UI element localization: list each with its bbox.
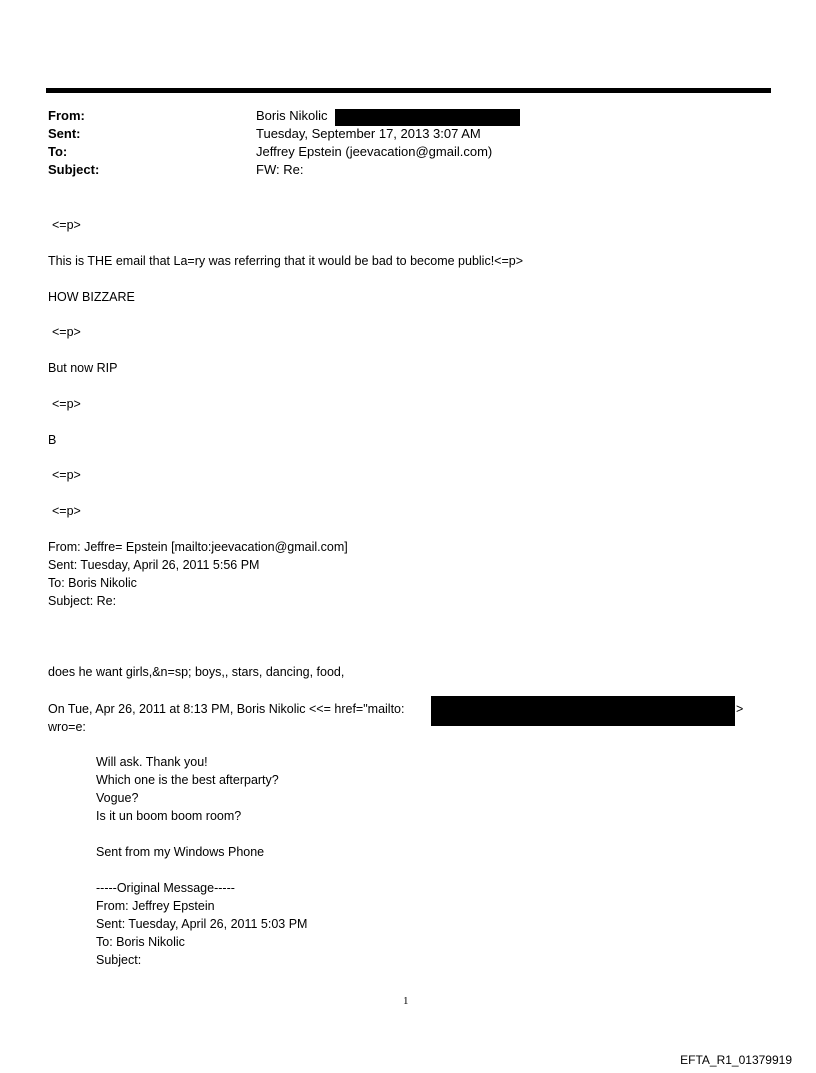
bates-number: EFTA_R1_01379919 xyxy=(680,1053,792,1067)
body-line: This is THE email that La=ry was referring that it would be bad to become public!<=p> xyxy=(48,254,524,268)
body-paragraph-marker: <=p> xyxy=(52,397,81,411)
forwarded-to: To: Boris Nikolic xyxy=(48,576,137,590)
reply-line: does he want girls,&n=sp; boys,, stars, dancing, food, xyxy=(48,665,345,679)
to-value: Jeffrey Epstein (jeevacation@gmail.com) xyxy=(256,144,493,159)
redaction-bar xyxy=(335,109,520,126)
original-subject: Subject: xyxy=(96,953,142,967)
to-label: To: xyxy=(48,144,68,159)
original-message-separator: -----Original Message----- xyxy=(96,881,235,895)
subject-label: Subject: xyxy=(48,162,100,177)
header-rule xyxy=(46,88,771,93)
forwarded-subject: Subject: Re: xyxy=(48,594,117,608)
quoted-line: Is it un boom boom room? xyxy=(96,809,242,823)
quoted-line: Sent from my Windows Phone xyxy=(96,845,265,859)
forwarded-sent: Sent: Tuesday, April 26, 2011 5:56 PM xyxy=(48,558,260,572)
body-line: B xyxy=(48,433,57,447)
quoted-line: Which one is the best afterparty? xyxy=(96,773,279,787)
from-value: Boris Nikolic xyxy=(256,108,328,123)
original-sent: Sent: Tuesday, April 26, 2011 5:03 PM xyxy=(96,917,308,931)
page-number: 1 xyxy=(403,995,409,1007)
body-paragraph-marker: <=p> xyxy=(52,325,81,339)
body-line: HOW BIZZARE xyxy=(48,290,135,304)
original-from: From: Jeffrey Epstein xyxy=(96,899,215,913)
wrote-line: wro=e: xyxy=(48,720,86,734)
redaction-bar xyxy=(431,696,735,726)
quoted-line: Will ask. Thank you! xyxy=(96,755,208,769)
body-paragraph-marker: <=p> xyxy=(52,468,81,482)
sent-label: Sent: xyxy=(48,126,81,141)
body-line: But now RIP xyxy=(48,361,118,375)
body-paragraph-marker: <=p> xyxy=(52,218,81,232)
on-wrote-line: On Tue, Apr 26, 2011 at 8:13 PM, Boris Nikolic <<= href="mailto: xyxy=(48,702,405,716)
forwarded-from: From: Jeffre= Epstein [mailto:jeevacation@gmail.com] xyxy=(48,540,348,554)
quoted-line: Vogue? xyxy=(96,791,139,805)
subject-value: FW: Re: xyxy=(256,162,304,177)
sent-value: Tuesday, September 17, 2013 3:07 AM xyxy=(256,126,481,141)
from-label: From: xyxy=(48,108,85,123)
original-to: To: Boris Nikolic xyxy=(96,935,185,949)
on-wrote-line-end: > xyxy=(736,702,744,716)
body-paragraph-marker: <=p> xyxy=(52,504,81,518)
